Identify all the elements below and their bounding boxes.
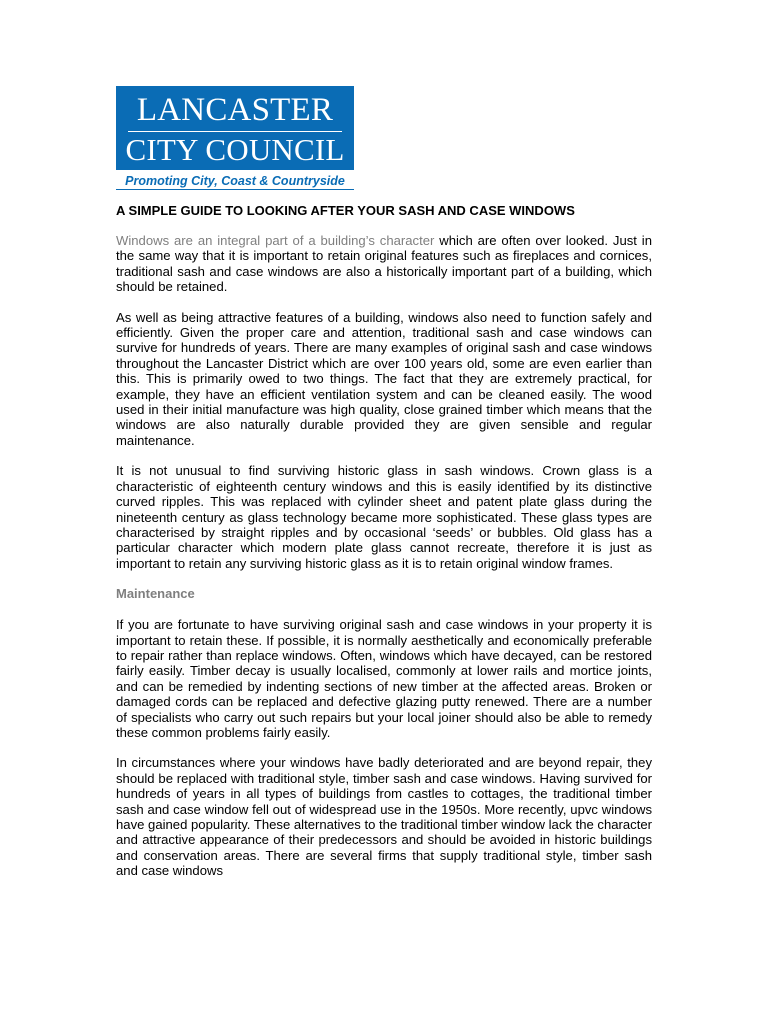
document-body [116,203,652,894]
paragraph-function: As well as being attractive features of a building, windows also need to function safely and efficiently. Given the proper care and attention, traditional sash and case windows can survive for hundreds of years. There are many examples of original sash and case windows throughout the Lancaster District which are over 100 years old, some are even earlier than this. This is primarily owed to two things. The fact that they are extremely practical, for example, they have an efficient ventilation system and can be cleaned easily. The wood used in their initial manufacture was high quality, close grained timber which means that the windows are also naturally durable provided they are given sensible and regular maintenance. [116,309,652,448]
logo-text-city-council: CITY COUNCIL [125,132,345,167]
section-heading-maintenance: Maintenance [116,586,195,602]
intro-lead-text: Windows are an integral part of a building’s character [116,233,435,248]
paragraph-repair: If you are fortunate to have surviving original sash and case windows in your property it is important to retain these. If possible, it is normally aesthetically and economically preferable to repair rather than replace windows. Often, windows which have decayed, can be restored fairly easily. Timber decay is usually localised, commonly at lower rails and mortice joints, and can be remedied by indenting sections of new timber at the affected areas. Broken or damaged cords can be replaced and defective glazing putty renewed. There are a number of specialists who carry out such repairs but your local joiner should also be able to remedy these common problems fairly easily. [116,617,652,740]
logo-text-lancaster: LANCASTER [136,92,334,128]
intro-paragraph [116,233,652,295]
council-logo [116,86,354,170]
paragraph-glass: It is not unusual to find surviving historic glass in sash windows. Crown glass is a characteristic of eighteenth century windows and this is easily identified by its distinctive curved ripples. This was replaced with cylinder sheet and patent plate glass during the nineteenth century as glass technology became more sophisticated. These glass types are characterised by straight ripples and by occasional ‘seeds’ or bubbles. Old glass has a particular character which modern plate glass cannot recreate, therefore it is just as important to retain any surviving historic glass as it is to retain original window frames. [116,463,652,571]
paragraph-replacement: In circumstances where your windows have badly deteriorated and are beyond repair, they should be replaced with traditional style, timber sash and case windows. Having survived for hundreds of years in all types of buildings from castles to cottages, the traditional timber sash and case window fell out of widespread use in the 1950s. More recently, upvc windows have gained popularity. These alternatives to the traditional timber window lack the character and attractive appearance of their predecessors and should be avoided in historic buildings and conservation areas. There are several firms that supply traditional style, timber sash and case windows [116,755,652,879]
tagline-underline [116,189,354,190]
intro-rest-text: which are often over looked. Just in the same way that it is important to retain original features such as fireplaces and cornices, traditional sash and case windows are also a historically important part of a building, which should be retained. [116,233,652,295]
document-title: A SIMPLE GUIDE TO LOOKING AFTER YOUR SASH AND CASE WINDOWS [116,203,575,218]
logo-tagline: Promoting City, Coast & Countryside [125,174,345,188]
